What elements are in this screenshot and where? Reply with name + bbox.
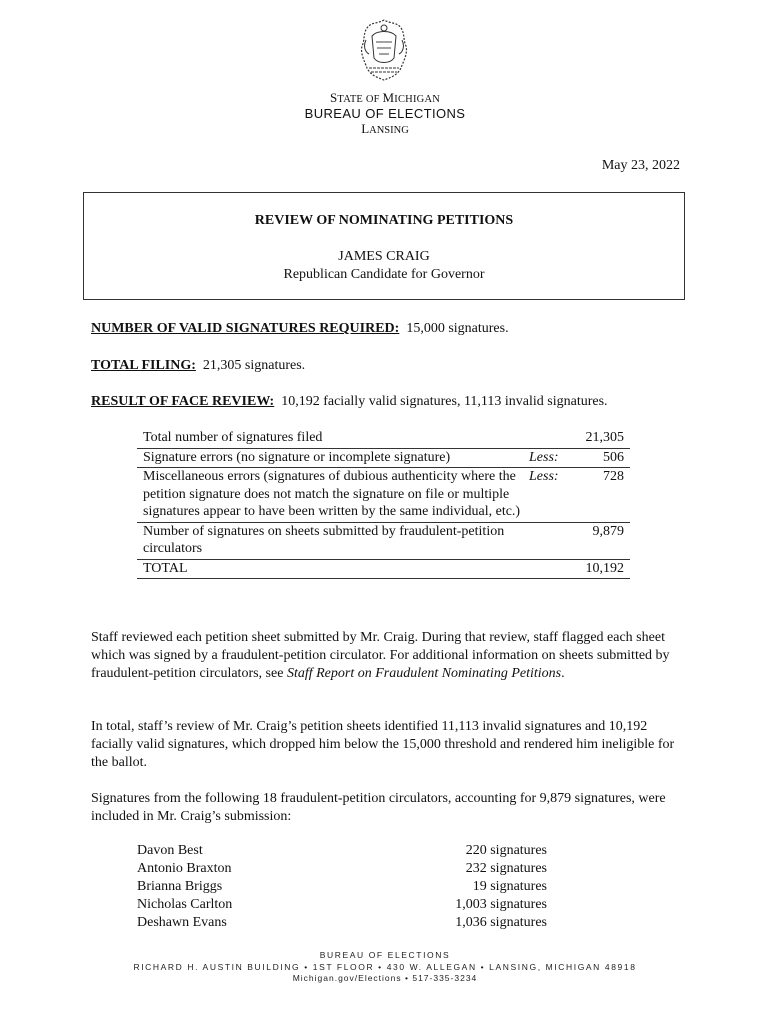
review-title: REVIEW OF NOMINATING PETITIONS [254, 213, 514, 228]
table-row: Miscellaneous errors (signatures of dubious authenticity where the petition signature does not match the signature on file or multiple signatures appear to have been written by the same individual, etc.) Less: 728 [137, 468, 630, 523]
signature-review-table [137, 429, 630, 579]
signatures-required-line: NUMBER OF VALID SIGNATURES REQUIRED: 15,000 signatures. [91, 321, 509, 336]
document-date: May 23, 2022 [601, 158, 680, 173]
total-filing-line: TOTAL FILING: 21,305 signatures. [91, 358, 306, 373]
state-seal-logo [357, 18, 411, 82]
face-review-result-line: RESULT OF FACE REVIEW: 10,192 facially valid signatures, 11,113 invalid signatures. [91, 394, 608, 409]
candidate-name: JAMES CRAIG [338, 249, 430, 264]
table-row: Number of signatures on sheets submitted by fraudulent-petition circulators 9,879 [137, 522, 630, 559]
list-item: Brianna Briggs 19 signatures [137, 879, 547, 894]
footer-bureau: BUREAU OF ELECTIONS [319, 950, 451, 960]
list-item: Antonio Braxton 232 signatures [137, 861, 547, 876]
table-row: Total number of signatures filed 21,305 [137, 429, 630, 448]
list-item: Deshawn Evans 1,036 signatures [137, 915, 547, 930]
list-item: Nicholas Carlton 1,003 signatures [137, 897, 547, 912]
header-bureau: BUREAU OF ELECTIONS [304, 106, 466, 121]
table-row: Signature errors (no signature or incomplete signature) Less: 506 [137, 448, 630, 468]
list-item: Davon Best 220 signatures [137, 843, 547, 858]
footer-contact: Michigan.gov/Elections • 517-335-3234 [292, 973, 478, 983]
paragraph-staff-review: Staff reviewed each petition sheet submitted by Mr. Craig. During that review, staff flagged each sheet which was signed by a fraudulent-petition circulator. For additional information on sheets submitted by fraudulent-petition circulators, see Staff Report on Fraudulent Nominating Petitions. [91, 630, 670, 681]
footer-address: RICHARD H. AUSTIN BUILDING • 1ST FLOOR • 430 W. ALLEGAN • LANSING, MICHIGAN 48918 [133, 962, 637, 972]
paragraph-circulators-intro: Signatures from the following 18 fraudulent-petition circulators, accounting for 9,879 signatures, were included in Mr. Craig’s submission: [91, 791, 666, 824]
header-city: LANSING [361, 121, 409, 136]
circulator-list [137, 842, 547, 932]
candidate-office: Republican Candidate for Governor [283, 267, 485, 282]
table-row-total: TOTAL 10,192 [137, 559, 630, 579]
staff-report-reference: Staff Report on Fraudulent Nominating Petitions [286, 666, 562, 681]
paragraph-total-review: In total, staff’s review of Mr. Craig’s petition sheets identified 11,113 invalid signatures and 10,192 facially valid signatures, which dropped him below the 15,000 threshold and rendered him ineligible for the ballot. [91, 719, 675, 770]
header-state-of-michigan: STATE OF MICHIGAN [329, 90, 441, 105]
title-box [83, 192, 685, 300]
